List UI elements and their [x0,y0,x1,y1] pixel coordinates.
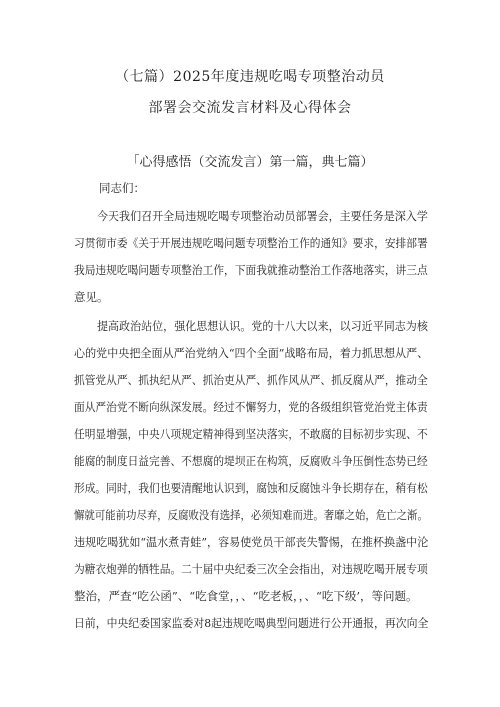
body-line: 任明显增强，中央八项规定精神得到坚决落实，不敢腐的目标初步实现、不 [74,427,428,441]
body-line: 整治，严查“吃公函”、“吃食堂，，、“吃老板，，、“吃下级’，等问题。 [74,589,418,603]
body-line: 习贯彻市委《关于开展违规吃喝问题专项整治工作的通知》要求，安排部署 [74,236,428,250]
body-line: 意见。 [74,290,109,304]
body-line: 我局违规吃喝问题专项整治工作，下面我就推动整治工作落地落实，讲三点 [74,263,428,277]
body-line: 心的党中央把全面从严治党纳入“四个全面”战略布局，着力抓思想从严、 [74,346,429,360]
document-title-line-1: （七篇）2025年度违规吃喝专项整治动员 [115,69,385,85]
section-heading: 「心得感悟（交流发言）第一篇，典七篇） [126,155,374,170]
body-line: 能腐的制度日益完善、不想腐的堤坝正在构筑，反腐败斗争压倒性态势已经 [74,454,428,468]
document-title-line-2: 部署会交流发言材料及心得体会 [148,100,352,116]
body-line: 形成。同时，我们也要清醒地认识到，腐蚀和反腐蚀斗争长期存在，稍有松 [74,481,428,495]
body-line: 面从严治党不断向纵深发展。经过不懈努力，党的各级组织管党治党主体责 [74,400,428,414]
body-line: 抓管党从严、抓执纪从严、抓治吏从严、抓作风从严、抓反腐从严，推动全 [74,373,428,387]
body-line: 懈就可能前功尽弃，反腐败没有选择，必须知难而进。奢靡之始，危亡之渐。 [74,508,428,522]
body-line: 违规吃喝犹如“温水煮青蛙”，容易使党员干部丧失警惕，在推杯换盏中沦 [74,535,429,549]
body-line: 今天我们召开全局违规吃喝专项整治动员部署会，主要任务是深入学 [97,209,428,223]
body-line: 为糖衣炮弹的牺牲品。二十届中央纪委三次全会指出，对违规吃喝开展专项 [74,562,428,576]
salutation: 同志们： [99,181,145,195]
body-line: 日前，中央纪委国家监委对8起违规吃喝典型问题进行公开通报，再次向全 [74,616,429,630]
body-line: 提高政治站位，强化思想认识。党的十八大以来，以习近平同志为核 [97,319,428,333]
